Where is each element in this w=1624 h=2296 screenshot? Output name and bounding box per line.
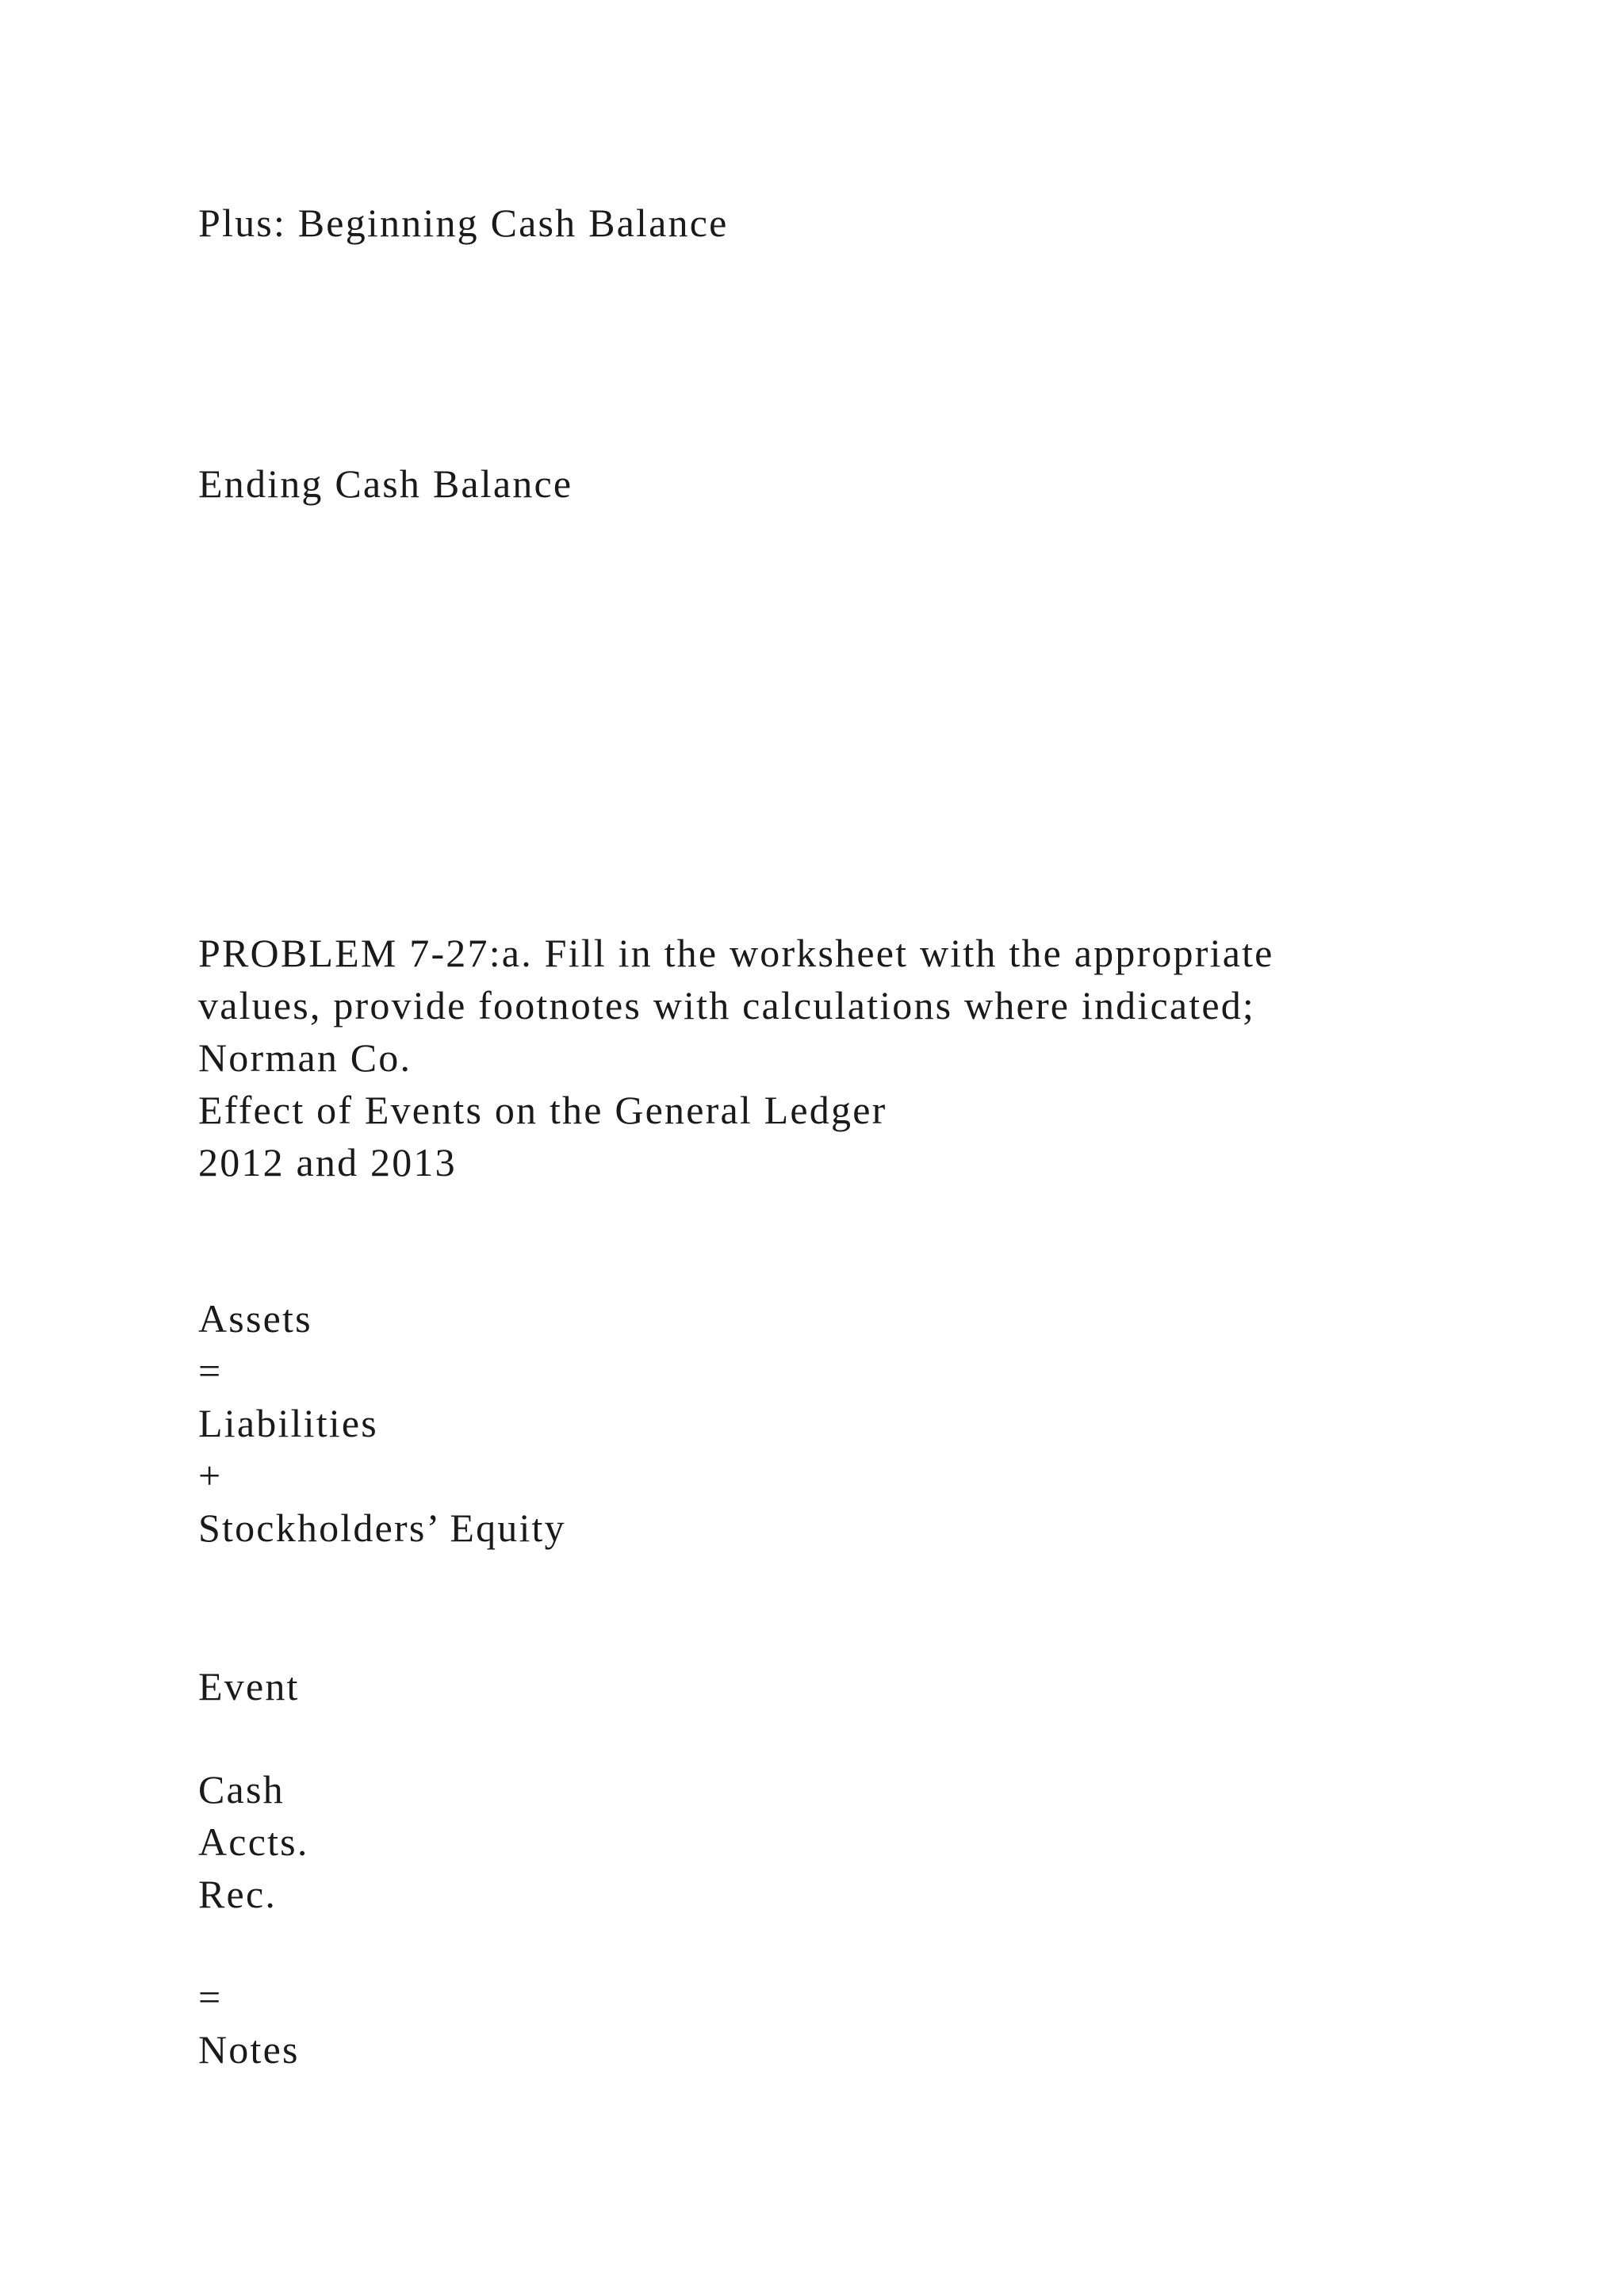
column-event: Event xyxy=(198,1664,300,1709)
statement-period: 2012 and 2013 xyxy=(198,1140,457,1184)
company-name: Norman Co. xyxy=(198,1035,412,1080)
beginning-cash-label: Plus: Beginning Cash Balance xyxy=(198,201,729,245)
equation-assets: Assets xyxy=(198,1296,312,1341)
equation-liabilities: Liabilities xyxy=(198,1401,378,1445)
column-accts: Accts. xyxy=(198,1820,309,1864)
column-notes: Notes xyxy=(198,2027,300,2072)
equation-equity: Stockholders’ Equity xyxy=(198,1506,566,1550)
column-equals: = xyxy=(198,1975,223,2019)
ending-cash-label: Ending Cash Balance xyxy=(198,461,573,506)
column-cash: Cash xyxy=(198,1767,285,1812)
column-rec: Rec. xyxy=(198,1872,278,1916)
problem-instruction-line-1: PROBLEM 7-27:a. Fill in the worksheet with the appropriate xyxy=(198,931,1274,975)
equation-plus: + xyxy=(198,1453,223,1498)
problem-instruction-line-2: values, provide footnotes with calculations where indicated; xyxy=(198,983,1256,1027)
statement-title: Effect of Events on the General Ledger xyxy=(198,1088,887,1132)
equation-equals: = xyxy=(198,1349,223,1393)
